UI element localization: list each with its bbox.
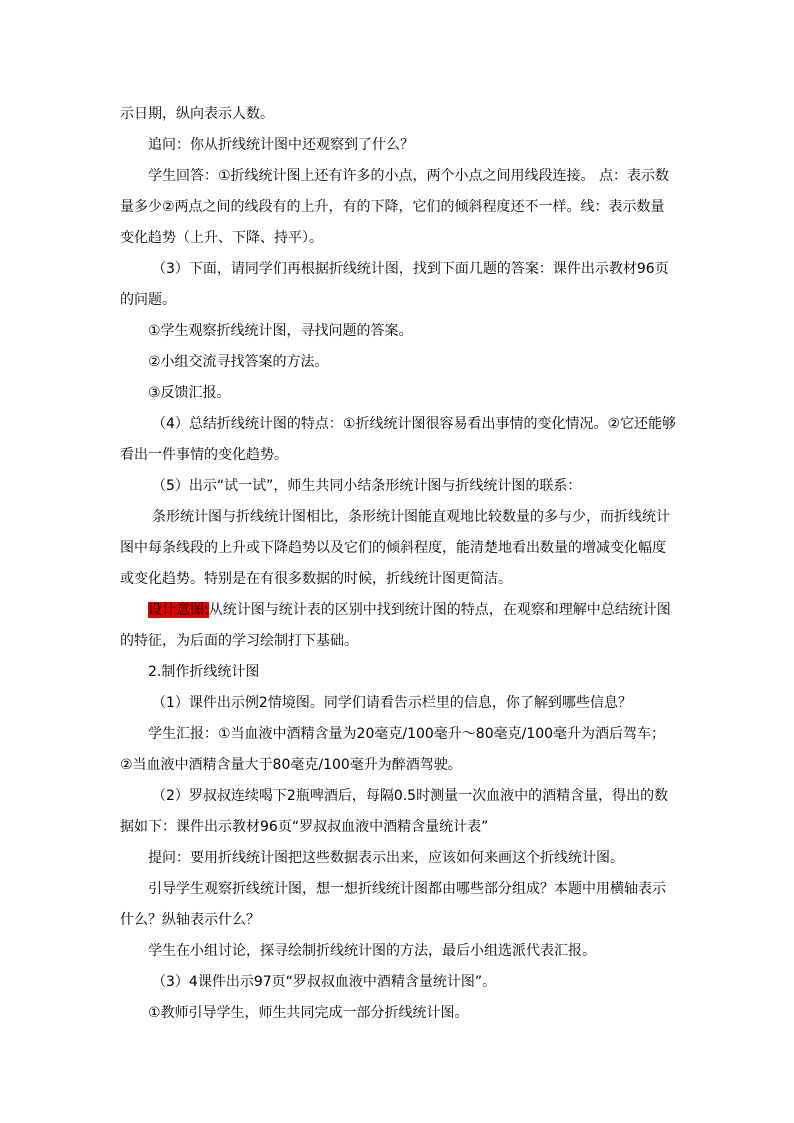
paragraph-design-intent bbox=[120, 595, 676, 657]
paragraph-group-discussion: 学生在小组讨论，探寻绘制折线统计图的方法，最后小组选派代表汇报。 bbox=[148, 943, 596, 959]
paragraph-step-3b: （3）4课件出示97页“罗叔叔血液中酒精含量统计图”。 bbox=[152, 974, 497, 990]
paragraph-teacher-guide: ①教师引导学生，师生共同完成一部分折线统计图。 bbox=[148, 1005, 469, 1021]
design-intent-text: 从统计图与统计表的区别中找到统计图的特点，在观察和理解中总结统计图的特征，为后面的学习绘制打下基础。 bbox=[120, 602, 671, 649]
paragraph-student-report: 学生汇报：①当血液中酒精含量为20毫克/100毫升～80毫克/100毫升为酒后驾车；②当血液中酒精含量大于80毫克/100毫升为醉酒驾驶。 bbox=[120, 726, 666, 773]
paragraph-prompt: 提问：要用折线统计图把这些数据表示出来，应该如何来画这个折线统计图。 bbox=[148, 850, 624, 866]
paragraph-feedback: ③反馈汇报。 bbox=[148, 385, 231, 401]
paragraph-date-axis: 示日期，纵向表示人数。 bbox=[120, 106, 274, 122]
paragraph-step-4: （4）总结折线统计图的特点：①折线统计图很容易看出事情的变化情况。②它还能够看出一件事情的变化趋势。 bbox=[120, 416, 677, 463]
paragraph-student-answer: 学生回答：①折线统计图上还有许多的小点，两个小点之间用线段连接。 点：表示数量多少②两点之间的线段有的上升，有的下降，它们的倾斜程度还不一样。线：表示数量变化趋势（上升、下降、持平）。 bbox=[120, 168, 669, 246]
design-intent-label: 设计意图: bbox=[148, 602, 209, 618]
paragraph-comparison: 条形统计图与折线统计图相比，条形统计图能直观地比较数量的多与少，而折线统计图中每条线段的上升或下降趋势以及它们的倾斜程度，能清楚地看出数量的增减变化幅度或变化趋势。特别是在有很多数据的时候，折线统计图更简洁。 bbox=[120, 509, 670, 587]
paragraph-step-5: （5）出示“试一试”，师生共同小结条形统计图与折线统计图的联系： bbox=[152, 478, 582, 494]
paragraph-step-2: （2）罗叔叔连续喝下2瓶啤酒后，每隔0.5时测量一次血液中的酒精含量，得出的数据如下：课件出示教材96页“罗叔叔血液中酒精含量统计表” bbox=[120, 788, 669, 835]
paragraph-guide: 引导学生观察折线统计图，想一想折线统计图都由哪些部分组成？本题中用横轴表示什么？纵轴表示什么？ bbox=[120, 881, 666, 928]
paragraph-step-3: （3）下面，请同学们再根据折线统计图，找到下面几题的答案：课件出示教材96页的问题。 bbox=[120, 261, 669, 308]
paragraph-followup-question: 追问：你从折线统计图中还观察到了什么？ bbox=[148, 137, 414, 153]
paragraph-observe: ①学生观察折线统计图，寻找问题的答案。 bbox=[148, 323, 413, 339]
paragraph-example-2: （1）课件出示例2情境图。同学们请看告示栏里的信息，你了解到哪些信息？ bbox=[152, 695, 632, 711]
section-heading: 2.制作折线统计图 bbox=[148, 664, 260, 680]
document-body bbox=[120, 99, 676, 1029]
paragraph-group-exchange: ②小组交流寻找答案的方法。 bbox=[148, 354, 329, 370]
